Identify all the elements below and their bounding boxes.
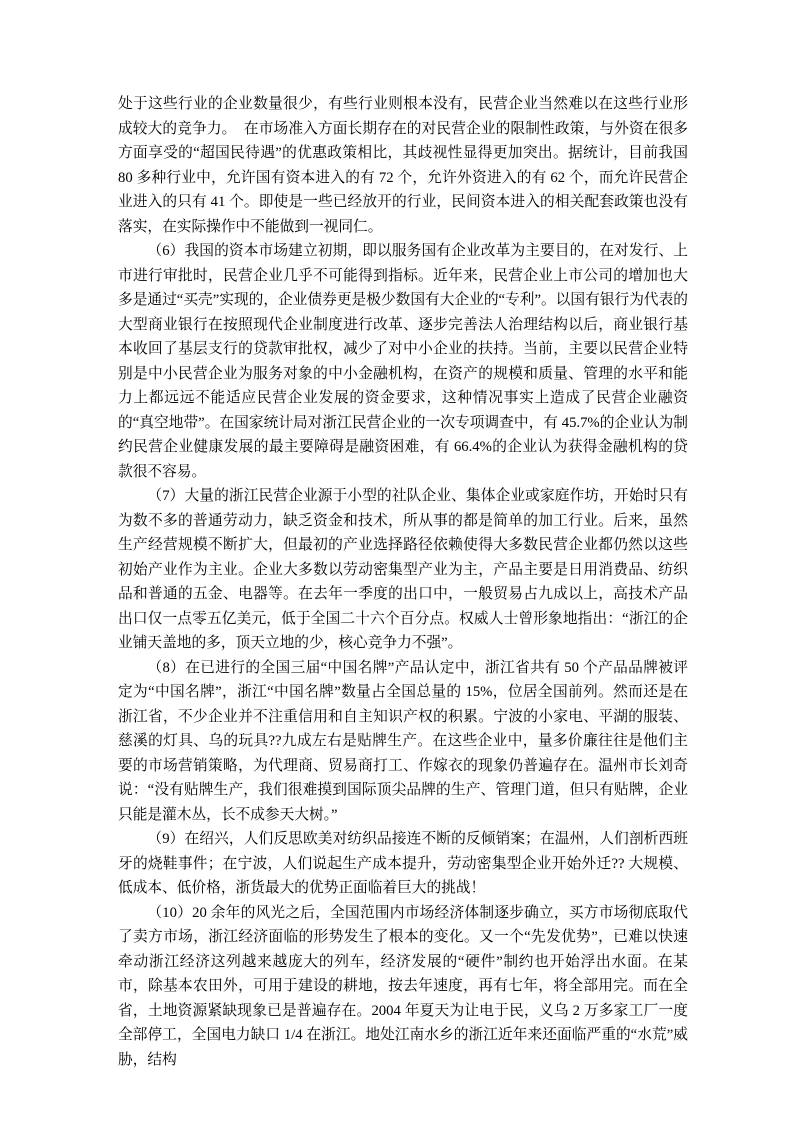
document-text-block	[118, 92, 688, 1072]
paragraph-5: （9）在绍兴，人们反思欧美对纺织品接连不断的反倾销案；在温州，人们剖析西班牙的烧鞋事件；在宁波，人们说起生产成本提升，劳动密集型企业开始外迁?? 大规模、低成本、低价格，浙货最大的优势正面临着巨大的挑战！	[118, 831, 688, 896]
paragraph-2: （6）我国的资本市场建立初期，即以服务国有企业改革为主要目的，在对发行、上市进行审批时，民营企业几乎不可能得到指标。近年来，民营企业上市公司的增加也大多是通过“买壳”实现的，企业债券更是极少数国有大企业的“专利”。以国有银行为代表的大型商业银行在按照现代企业制度进行改革、逐步完善法人治理结构以后，商业银行基本收回了基层支行的贷款审批权，减少了对中小企业的扶持。当前，主要以民营企业特别是中小民营企业为服务对象的中小金融机构，在资产的规模和质量、管理的水平和能力上都远远不能适应民营企业发展的资金要求，这种情况事实上造成了民营企业融资的“真空地带”。在国家统计局对浙江民营企业的一次专项调查中，有 45.7%的企业认为制约民营企业健康发展的最主要障碍是融资困难，有 66.4%的企业认为获得金融机构的贷款很不容易。	[118, 243, 688, 480]
paragraph-1: 处于这些行业的企业数量很少，有些行业则根本没有，民营企业当然难以在这些行业形成较大的竞争力。 在市场准入方面长期存在的对民营企业的限制性政策，与外资在很多方面享受的“超国民待遇”的优惠政策相比，其歧视性显得更加突出。据统计，目前我国 80 多种行业中，允许国有资本进入的有 72 个，允许外资进入的有 62 个，而允许民营企业进入的只有 41 个。即使是一些已经放开的行业，民间资本进入的相关配套政策也没有落实，在实际操作中不能做到一视同仁。	[118, 96, 688, 235]
paragraph-6: （10）20 余年的风光之后，全国范围内市场经济体制逐步确立，买方市场彻底取代了卖方市场，浙江经济面临的形势发生了根本的变化。又一个“先发优势”，已难以快速牵动浙江经济这列越来越庞大的列车，经济发展的“硬件”制约也开始浮出水面。在某市，除基本农田外，可用于建设的耕地，按去年速度，再有七年，将全部用完。而在全省，土地资源紧缺现象已是普遍存在。2004 年夏天为让电于民，义乌 2 万多家工厂一度全部停工，全国电力缺口 1/4 在浙江。地处江南水乡的浙江近年来还面临严重的“水荒”威胁，结构	[118, 904, 688, 1068]
paragraph-4: （8）在已进行的全国三届“中国名牌”产品认定中，浙江省共有 50 个产品品牌被评定为“中国名牌”，浙江“中国名牌”数量占全国总量的 15%，位居全国前列。然而还是在浙江省，不少企业并不注重信用和自主知识产权的积累。宁波的小家电、平湖的服装、慈溪的灯具、乌的玩具??九成左右是贴牌生产。在这些企业中，量多价廉往往是他们主要的市场营销策略，为代理商、贸易商打工、作嫁衣的现象仍普遍存在。温州市长刘奇说：“没有贴牌生产，我们很难摸到国际顶尖品牌的生产、管理门道，但只有贴牌，企业只能是灌木丛，长不成参天大树。”	[118, 659, 688, 823]
paragraph-3: （7）大量的浙江民营企业源于小型的社队企业、集体企业或家庭作坊，开始时只有为数不多的普通劳动力，缺乏资金和技术，所从事的都是简单的加工行业。后来，虽然生产经营规模不断扩大，但最初的产业选择路径依赖使得大多数民营企业都仍然以这些初始产业作为主业。企业大多数以劳动密集型产业为主，产品主要是日用消费品、纺织品和普通的五金、电器等。在去年一季度的出口中，一般贸易占九成以上，高技术产品出口仅一点零五亿美元，低于全国二十六个百分点。权威人士曾形象地指出：“浙江的企业铺天盖地的多，顶天立地的少，核心竞争力不强”。	[118, 488, 688, 651]
